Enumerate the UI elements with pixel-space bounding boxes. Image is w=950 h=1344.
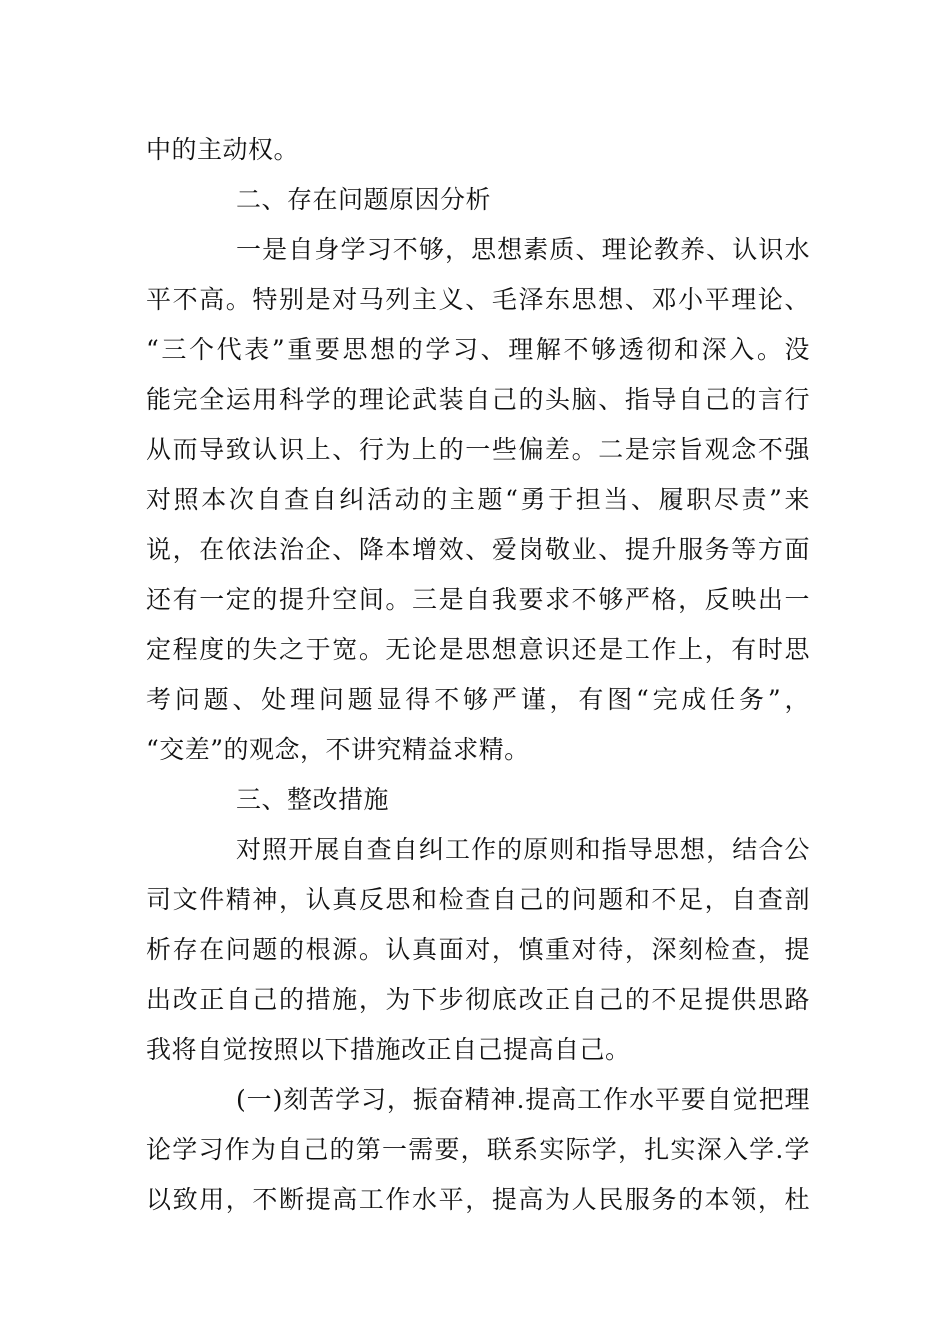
text-line: 平不高。特别是对马列主义、毛泽东思想、邓小平理论、 (146, 285, 810, 314)
text-line: 从而导致认识上、行为上的一些偏差。二是宗旨观念不强 (146, 435, 810, 464)
text-line: 司文件精神，认真反思和检查自己的问题和不足，自查剖 (146, 885, 810, 914)
text-line: 论学习作为自己的第一需要，联系实际学，扎实深入学.学 (146, 1135, 810, 1164)
section-heading-measures: 三、整改措施 (236, 785, 390, 814)
text-line: 出改正自己的措施，为下步彻底改正自己的不足提供思路 (146, 985, 810, 1014)
text-line: 析存在问题的根源。认真面对，慎重对待，深刻检查，提 (146, 935, 810, 964)
text-line: 一是自身学习不够，思想素质、理论教养、认识水 (236, 235, 810, 264)
text-line: 对照开展自查自纠工作的原则和指导思想，结合公 (236, 835, 810, 864)
section-heading-causes: 二、存在问题原因分析 (236, 185, 492, 214)
text-line: “交差”的观念，不讲究精益求精。 (146, 735, 530, 764)
text-line: 考问题、处理问题显得不够严谨，有图“完成任务”， (146, 685, 810, 714)
text-line: 我将自觉按照以下措施改正自己提高自己。 (146, 1035, 631, 1064)
text-line: 定程度的失之于宽。无论是思想意识还是工作上，有时思 (146, 635, 810, 664)
text-line: 还有一定的提升空间。三是自我要求不够严格，反映出一 (146, 585, 810, 614)
text-line: “三个代表”重要思想的学习、理解不够透彻和深入。没 (146, 335, 810, 364)
text-line: 说，在依法治企、降本增效、爱岗敬业、提升服务等方面 (146, 535, 810, 564)
text-line: 能完全运用科学的理论武装自己的头脑、指导自己的言行 (146, 385, 810, 414)
text-line: 中的主动权。 (146, 135, 300, 164)
text-line: 对照本次自查自纠活动的主题“勇于担当、履职尽责”来 (146, 485, 810, 514)
text-line: (一)刻苦学习，振奋精神.提高工作水平要自觉把理 (236, 1085, 810, 1114)
text-line: 以致用，不断提高工作水平，提高为人民服务的本领，杜 (146, 1185, 810, 1214)
